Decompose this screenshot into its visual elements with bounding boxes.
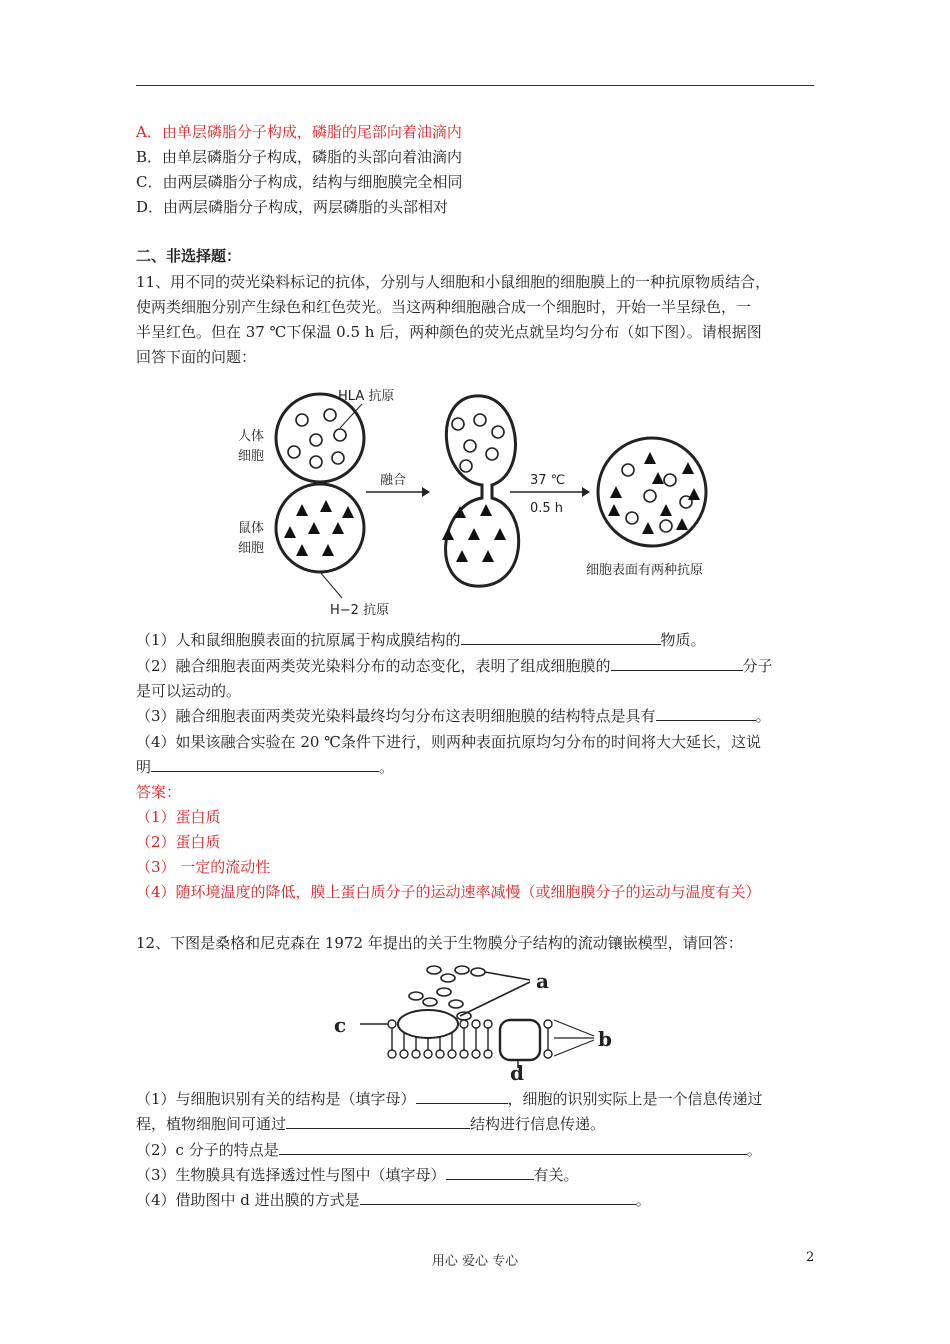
q12-sub4 — [136, 1190, 651, 1210]
fused-h2-antigens — [442, 504, 506, 562]
q12-sub1-cont-suffix: 结构进行信息传递。 — [470, 1115, 606, 1133]
section-title: 二、非选择题： — [136, 247, 242, 265]
q11-sub1-suffix: 物质。 — [660, 631, 706, 649]
fusion-arrowhead — [422, 487, 430, 497]
page-number: 2 — [806, 1250, 815, 1265]
q12-sub3-suffix: 有关。 — [533, 1166, 579, 1184]
q12-sub2-blank[interactable] — [279, 1140, 747, 1155]
q12-sub3-blank[interactable] — [446, 1165, 534, 1180]
answer-2: （2）蛋白质 — [136, 833, 221, 851]
q11-sub3-text: （3）融合细胞表面两类荧光染料最终均匀分布这表明细胞膜的结构特点是具有 — [136, 707, 656, 725]
q11-sub1-text: （1）人和鼠细胞膜表面的抗原属于构成膜结构的 — [136, 631, 461, 649]
human-cell-label-1: 人体 — [238, 429, 265, 444]
q12-sub2-text: （2）c 分子的特点是 — [136, 1141, 279, 1159]
channel-protein — [500, 1020, 540, 1060]
fusion-label: 融合 — [380, 473, 407, 488]
q12-sub4-blank[interactable] — [360, 1190, 636, 1205]
label-b: b — [598, 1027, 612, 1051]
option-d: D．由两层磷脂分子构成，两层磷脂的头部相对 — [136, 198, 449, 216]
q12-sub1-blank-2[interactable] — [286, 1114, 470, 1129]
q11-sub1-blank[interactable] — [461, 630, 661, 645]
incubation-arrowhead — [582, 487, 590, 497]
q12-sub1-blank[interactable] — [416, 1089, 508, 1104]
header-rule — [136, 85, 814, 86]
fluid-mosaic-figure — [330, 958, 630, 1084]
human-cell — [276, 394, 364, 482]
fused-cell — [446, 396, 519, 586]
q12-sub4-suffix: 。 — [635, 1191, 651, 1209]
q12-sub1-cont — [136, 1114, 605, 1134]
option-a: A．由单层磷脂分子构成，磷脂的尾部向着油滴内 — [136, 123, 462, 141]
q12-sub4-text: （4）借助图中 d 进出膜的方式是 — [136, 1191, 360, 1209]
q12-sub2-suffix: 。 — [746, 1141, 762, 1159]
q11-stem-3: 半呈红色。但在 37 ℃下保温 0.5 h 后，两种颜色的荧光点就呈均匀分布（如下图）。请根据图 — [136, 323, 762, 341]
label-d: d — [510, 1061, 524, 1084]
q11-stem-1: 11、用不同的荧光染料标记的抗体，分别与人细胞和小鼠细胞的细胞膜上的一种抗原物质结合， — [136, 273, 771, 291]
label-b-leaders — [554, 1020, 594, 1056]
q11-sub4-prefix: 明 — [136, 758, 152, 776]
answer-3: （3） 一定的流动性 — [136, 858, 271, 876]
q11-stem-4: 回答下面的问题： — [136, 348, 257, 366]
q11-sub4-cont — [136, 757, 394, 777]
q12-sub1-cont-text: 程，植物细胞间可通过 — [136, 1115, 287, 1133]
q12-sub1-suffix: ，细胞的识别实际上是一个信息传递过 — [507, 1090, 763, 1108]
q11-sub3-blank[interactable] — [656, 706, 756, 721]
option-b: B．由单层磷脂分子构成，磷脂的头部向着油滴内 — [136, 148, 463, 166]
cell-fusion-figure — [230, 380, 730, 620]
h2-antigens — [284, 500, 354, 556]
q11-sub2-suffix: 分子 — [742, 657, 773, 675]
result-h2-antigens — [608, 452, 700, 534]
fused-hla-antigens — [452, 414, 504, 472]
q11-sub2-cont: 是可以运动的。 — [136, 682, 242, 700]
answer-1: （1）蛋白质 — [136, 808, 221, 826]
q12-sub1 — [136, 1089, 763, 1109]
h2-label: H−2 抗原 — [330, 603, 390, 618]
time-label: 0.5 h — [530, 501, 564, 516]
q11-sub4-suffix: 。 — [379, 758, 395, 776]
hla-antigens — [288, 409, 346, 468]
q11-sub1 — [136, 630, 706, 650]
q11-sub2-text: （2）融合细胞表面两类荧光染料分布的动态变化，表明了组成细胞膜的 — [136, 657, 611, 675]
q11-sub4: （4）如果该融合实验在 20 ℃条件下进行，则两种表面抗原均匀分布的时间将大大延长，这说 — [136, 733, 761, 751]
mouse-cell-label-1: 鼠体 — [238, 521, 265, 536]
answer-4: （4）随环境温度的降低，膜上蛋白质分子的运动速率减慢（或细胞膜分子的运动与温度有关） — [136, 883, 761, 901]
answer-label: 答案： — [136, 783, 182, 801]
label-a: a — [536, 969, 549, 993]
q12-sub3 — [136, 1165, 579, 1185]
result-label: 细胞表面有两种抗原 — [586, 563, 704, 578]
glycoprotein — [398, 1010, 458, 1038]
q12-sub2 — [136, 1140, 762, 1160]
h2-leader — [320, 572, 342, 598]
footer-motto: 用心 爱心 专心 — [431, 1254, 519, 1269]
temp-label: 37 ℃ — [530, 473, 566, 488]
label-c: c — [334, 1013, 347, 1037]
mouse-cell-label-2: 细胞 — [238, 541, 265, 556]
q11-sub4-blank[interactable] — [151, 757, 379, 772]
q12-sub3-text: （3）生物膜具有选择透过性与图中（填字母） — [136, 1166, 446, 1184]
option-c: C．由两层磷脂分子构成，结构与细胞膜完全相同 — [136, 173, 463, 191]
q12-stem: 12、下图是桑格和尼克森在 1972 年提出的关于生物膜分子结构的流动镶嵌模型，请回答： — [136, 934, 743, 952]
human-cell-label-2: 细胞 — [238, 449, 265, 464]
q11-sub2-blank[interactable] — [611, 656, 743, 671]
q12-sub1-text: （1）与细胞识别有关的结构是（填字母） — [136, 1090, 416, 1108]
q11-sub3 — [136, 706, 771, 726]
q11-sub3-suffix: 。 — [755, 707, 771, 725]
q11-sub2 — [136, 656, 773, 676]
hla-label: HLA 抗原 — [338, 389, 395, 404]
q11-stem-2: 使两类细胞分别产生绿色和红色荧光。当这两种细胞融合成一个细胞时，开始一半呈绿色，一 — [136, 298, 752, 316]
